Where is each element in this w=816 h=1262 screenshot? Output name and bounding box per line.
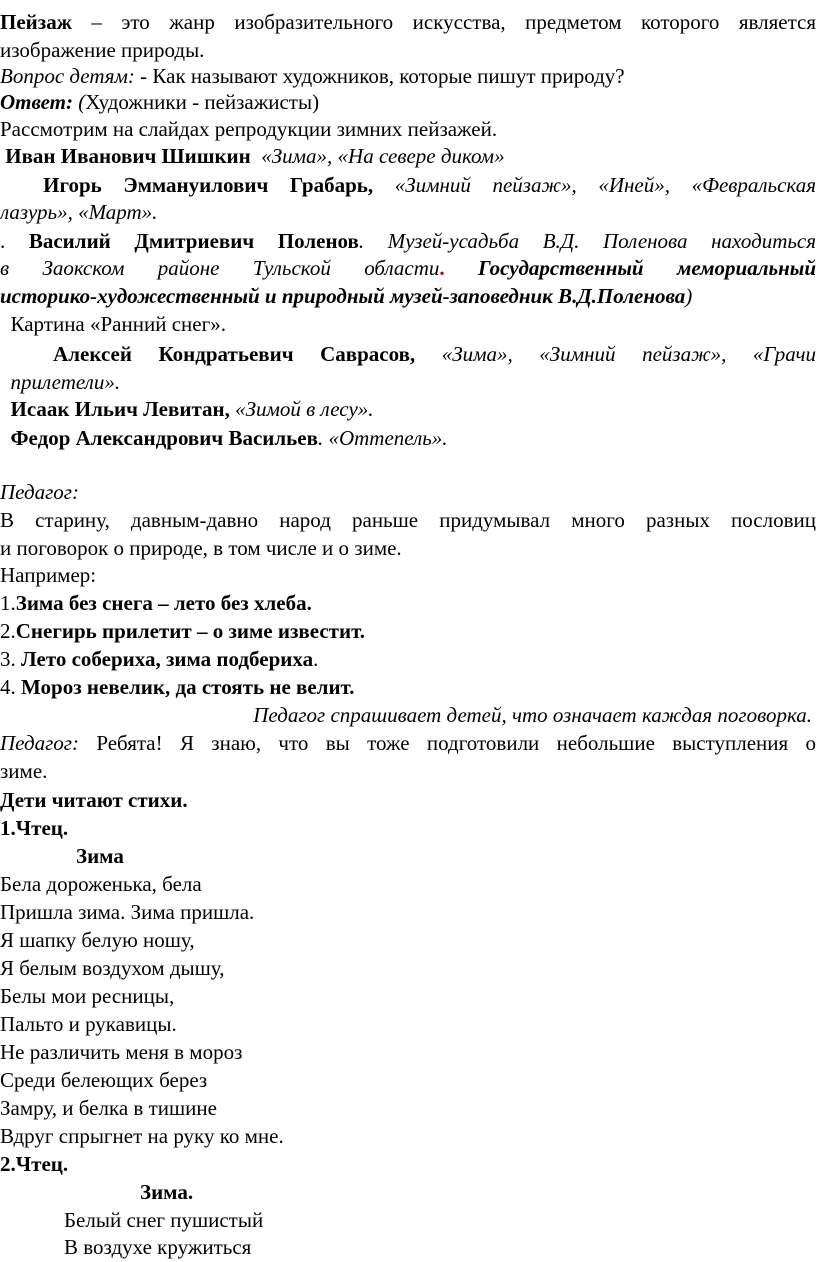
intro-definition-1: – это жанр изобразительного искусства, предметом которого является bbox=[71, 10, 816, 34]
reader1-label: 1.Чтец. bbox=[0, 816, 69, 840]
artist-polenov-line-3: историко-художественный и природный музей-заповедник В.Д.Поленова) bbox=[0, 284, 693, 308]
answer-paren: ( bbox=[73, 90, 86, 114]
teacher2-line-2: зиме. bbox=[0, 759, 48, 783]
grabar-works-1: «Зимний пейзаж», «Иней», «Февральская bbox=[373, 173, 816, 197]
levitan-name: Исаак Ильич Левитан, bbox=[10, 397, 230, 421]
teacher1-example: Например: bbox=[0, 563, 97, 587]
answer-text: Художники - пейзажисты) bbox=[85, 90, 320, 114]
intro-line-2 bbox=[0, 36, 816, 64]
artist-shishkin bbox=[0, 142, 816, 170]
teacher-note: Педагог спрашивает детей, что означает каждая поговорка. bbox=[253, 703, 812, 727]
levitan-works: «Зимой в лесу». bbox=[229, 397, 374, 421]
savrasov-works-2: прилетели». bbox=[10, 370, 121, 394]
artist-polenov-line-2: в Заокском районе Тульской области. Государственный мемориальный bbox=[0, 256, 816, 280]
polenov-name: Василий Дмитриевич Поленов bbox=[28, 229, 359, 253]
polenov-museum-bold-3: историко-художественный и природный музей-заповедник В.Д.Поленова bbox=[0, 284, 686, 308]
artist-savrasov-line-1 bbox=[0, 340, 816, 368]
artist-vasiliev: Федор Александрович Васильев. «Оттепель». bbox=[10, 426, 448, 450]
reader2-label: 2.Чтец. bbox=[0, 1152, 69, 1176]
proverb-2: 2.Снегирь прилетит – о зиме известит. bbox=[0, 619, 366, 643]
polenov-museum-bold-2: Государственный мемориальный bbox=[444, 256, 816, 280]
shishkin-works: «Зима», «На севере диком» bbox=[261, 144, 505, 168]
slides-intro: Рассмотрим на слайдах репродукции зимних пейзажей. bbox=[0, 117, 498, 141]
answer-label: Ответ: bbox=[0, 90, 73, 114]
poem1-line: Бела дороженька, бела bbox=[0, 872, 202, 896]
teacher2-line-1: Педагог: Ребята! Я знаю, что вы тоже подготовили небольшие выступления о bbox=[0, 731, 816, 755]
vasiliev-name: Федор Александрович Васильев bbox=[10, 426, 318, 450]
vasiliev-works: «Оттепель». bbox=[328, 426, 448, 450]
question-text: - Как называют художников, которые пишут природу? bbox=[134, 64, 625, 88]
intro-line-1 bbox=[0, 8, 816, 36]
artist-grabar-line-2 bbox=[0, 198, 816, 226]
teacher1-text-1: В старину, давным-давно народ раньше придумывал много разных пословиц bbox=[0, 508, 816, 532]
intro-definition-2: изображение природы. bbox=[0, 38, 205, 62]
poem1-line: Пришла зима. Зима пришла. bbox=[0, 900, 255, 924]
poem1-line: Пальто и рукавицы. bbox=[0, 1012, 177, 1036]
poem1-line: Среди белеющих берез bbox=[0, 1068, 208, 1092]
proverb-4: 4. Мороз невелик, да стоять не велит. bbox=[0, 675, 355, 699]
poem1-line: Замру, и белка в тишине bbox=[0, 1096, 217, 1120]
grabar-works-2: лазурь», «Март». bbox=[0, 200, 158, 224]
poem2-line: Белый снег пушистый bbox=[64, 1208, 264, 1232]
reader1-title: Зима bbox=[76, 844, 124, 868]
teacher2-label: Педагог: bbox=[0, 731, 79, 755]
reader2-title: Зима. bbox=[140, 1180, 194, 1204]
proverb-3: 3. Лето собериха, зима подбериха. bbox=[0, 647, 319, 671]
artist-levitan bbox=[0, 395, 816, 423]
artist-savrasov-line-2 bbox=[0, 368, 816, 396]
answer-line bbox=[0, 88, 816, 116]
poem1-line: Я белым воздухом дышу, bbox=[0, 956, 225, 980]
teacher1-text-2: и поговорок о природе, в том числе и о зиме. bbox=[0, 536, 402, 560]
savrasov-name: Алексей Кондратьевич Саврасов, bbox=[53, 342, 416, 366]
artist-grabar-line-1 bbox=[0, 171, 816, 199]
question-label: Вопрос детям: bbox=[0, 64, 135, 88]
poem1-line: Вдруг спрыгнет на руку ко мне. bbox=[0, 1124, 284, 1148]
poem1-line: Я шапку белую ношу, bbox=[0, 928, 195, 952]
intro-term: Пейзаж bbox=[0, 10, 72, 34]
grabar-name: Игорь Эммануилович Грабарь, bbox=[43, 173, 374, 197]
poem2-line: В воздухе кружиться bbox=[64, 1235, 252, 1259]
shishkin-name: Иван Иванович Шишкин bbox=[5, 144, 251, 168]
proverb-1: 1.Зима без снега – лето без хлеба. bbox=[0, 591, 312, 615]
question-line bbox=[0, 62, 816, 90]
savrasov-works-1: «Зима», «Зимний пейзаж», «Грачи bbox=[415, 342, 816, 366]
polenov-museum-2: в Заокском районе Тульской области bbox=[0, 256, 440, 280]
polenov-painting: Картина «Ранний снег». bbox=[10, 312, 226, 336]
kids-read-heading: Дети читают стихи. bbox=[0, 788, 188, 812]
poem1-line: Не различить меня в мороз bbox=[0, 1040, 243, 1064]
artist-polenov-line-1: . Василий Дмитриевич Поленов. Музей-усадьба В.Д. Поленова находиться bbox=[0, 229, 816, 253]
polenov-museum-1: Музей-усадьба В.Д. Поленова находиться bbox=[387, 229, 816, 253]
poem1-line: Белы мои ресницы, bbox=[0, 984, 175, 1008]
teacher1-label: Педагог: bbox=[0, 480, 79, 504]
